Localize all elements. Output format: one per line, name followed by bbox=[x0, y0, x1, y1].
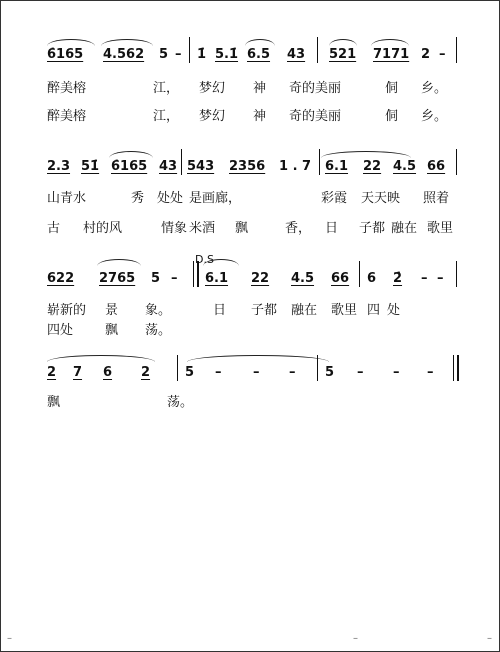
barline bbox=[319, 149, 320, 175]
lyrics-row-3a bbox=[1, 299, 500, 317]
note-group: 2765 bbox=[99, 271, 136, 286]
notes-row-1 bbox=[1, 45, 500, 67]
corner-mark: – bbox=[487, 633, 492, 644]
lyric: 梦幻 bbox=[199, 81, 226, 96]
note-group: – bbox=[421, 271, 428, 286]
barline bbox=[181, 149, 182, 175]
lyric: 奇的美丽 bbox=[289, 81, 342, 96]
note-group: 6̇165 bbox=[47, 47, 84, 62]
lyric: 飘 bbox=[235, 221, 249, 236]
slur bbox=[203, 259, 239, 266]
lyric: 是画廊， bbox=[189, 191, 242, 206]
note-group: 66 bbox=[427, 159, 446, 174]
lyric: 奇的美丽 bbox=[289, 109, 342, 124]
note-group: 2 bbox=[141, 365, 151, 380]
note-group: 6 bbox=[367, 271, 377, 286]
barline bbox=[359, 261, 360, 287]
barline bbox=[456, 149, 457, 175]
lyric: 日 bbox=[325, 221, 339, 236]
note-group: 66 bbox=[331, 271, 350, 286]
lyric: 荡。 bbox=[145, 323, 172, 338]
lyric: 古 bbox=[47, 221, 61, 236]
note-group: 5 bbox=[151, 271, 161, 286]
note-group: – bbox=[393, 365, 400, 380]
lyric: 村的风 bbox=[83, 221, 123, 236]
lyric: 四处 bbox=[47, 323, 74, 338]
lyric: 飘 bbox=[105, 323, 119, 338]
note-group: 543 bbox=[187, 159, 215, 174]
lyric: 崭新的 bbox=[47, 303, 87, 318]
lyric: 侗 bbox=[385, 109, 399, 124]
lyric: 荡。 bbox=[167, 395, 194, 410]
note-group: 622 bbox=[47, 271, 75, 286]
lyric: 处处 bbox=[157, 191, 184, 206]
slur bbox=[47, 355, 155, 362]
lyric: 融在 bbox=[291, 303, 318, 318]
final-barline bbox=[453, 355, 459, 381]
note-group: – bbox=[439, 47, 446, 62]
note-group: 5 bbox=[159, 47, 169, 62]
lyric: 处 bbox=[387, 303, 401, 318]
note-group: 6.1 bbox=[205, 271, 229, 286]
note-group: 22 bbox=[251, 271, 270, 286]
note-group: 43 bbox=[159, 159, 178, 174]
lyrics-row-1a bbox=[1, 77, 500, 95]
note-group: 5 bbox=[185, 365, 195, 380]
lyrics-row-3b bbox=[1, 319, 500, 337]
lyrics-row-2b bbox=[1, 217, 500, 235]
lyric: 四 bbox=[367, 303, 381, 318]
note-group: 22 bbox=[363, 159, 382, 174]
barline bbox=[317, 37, 318, 63]
note-group: 6 bbox=[103, 365, 113, 380]
barline bbox=[189, 37, 190, 63]
note-group: – bbox=[215, 365, 222, 380]
note-group: 2̇ bbox=[393, 271, 403, 286]
lyric: 江， bbox=[153, 81, 180, 96]
lyric: 梦幻 bbox=[199, 109, 226, 124]
note-group: 7171 bbox=[373, 47, 410, 62]
note-group: 7 bbox=[73, 365, 83, 380]
corner-mark: – bbox=[353, 633, 358, 644]
ds-marker: D.S bbox=[195, 253, 214, 266]
note-group: 2 bbox=[421, 47, 431, 62]
lyric: 香， bbox=[285, 221, 312, 236]
lyric: 情象 bbox=[161, 221, 188, 236]
slur bbox=[187, 355, 329, 362]
note-group: – bbox=[171, 271, 178, 286]
lyric: 米酒 bbox=[189, 221, 216, 236]
note-group: – bbox=[437, 271, 444, 286]
lyric: 子都 bbox=[359, 221, 386, 236]
lyric: 江， bbox=[153, 109, 180, 124]
barline bbox=[317, 355, 318, 381]
note-group: 51̇ bbox=[81, 159, 100, 174]
note-group: 4.5 bbox=[393, 159, 417, 174]
lyric: 神 bbox=[253, 109, 267, 124]
note-group: – bbox=[427, 365, 434, 380]
note-group: 521 bbox=[329, 47, 357, 62]
lyric: 飘 bbox=[47, 395, 61, 410]
notes-row-2 bbox=[1, 157, 500, 179]
lyric: 乡。 bbox=[421, 109, 448, 124]
barline bbox=[456, 37, 457, 63]
lyric: 醉美榕 bbox=[47, 109, 87, 124]
note-group: – bbox=[289, 365, 296, 380]
lyrics-row-4 bbox=[1, 391, 500, 409]
lyric: 乡。 bbox=[421, 81, 448, 96]
notes-row-4 bbox=[1, 363, 500, 385]
lyric: 山青水 bbox=[47, 191, 87, 206]
lyric: 天天映 bbox=[361, 191, 401, 206]
barline bbox=[456, 261, 457, 287]
corner-mark: – bbox=[7, 633, 12, 644]
note-group: 6.1 bbox=[325, 159, 349, 174]
note-group: 5.1̇ bbox=[215, 47, 239, 62]
note-group: 2.3 bbox=[47, 159, 71, 174]
lyric: 秀 bbox=[131, 191, 145, 206]
note-group: – bbox=[357, 365, 364, 380]
lyric: 子都 bbox=[251, 303, 278, 318]
note-group: 2 bbox=[47, 365, 57, 380]
note-group: 1 . 7 bbox=[279, 159, 312, 174]
lyric: 日 bbox=[213, 303, 227, 318]
lyric: 景 bbox=[105, 303, 119, 318]
note-group: 5 bbox=[325, 365, 335, 380]
lyric: 彩霞 bbox=[321, 191, 348, 206]
note-group: 4.562 bbox=[103, 47, 145, 62]
note-group: 2356 bbox=[229, 159, 266, 174]
note-group: 1̇ bbox=[197, 47, 207, 62]
slur bbox=[97, 259, 141, 266]
lyric: 神 bbox=[253, 81, 267, 96]
lyric: 醉美榕 bbox=[47, 81, 87, 96]
lyric: 歌里 bbox=[427, 221, 454, 236]
lyrics-row-1b bbox=[1, 105, 500, 123]
notes-row-3 bbox=[1, 269, 500, 291]
lyric: 照着 bbox=[423, 191, 450, 206]
lyric: 侗 bbox=[385, 81, 399, 96]
note-group: 4.5 bbox=[291, 271, 315, 286]
repeat-barline bbox=[193, 261, 199, 287]
lyric: 象。 bbox=[145, 303, 172, 318]
note-group: 6.5 bbox=[247, 47, 271, 62]
note-group: 43 bbox=[287, 47, 306, 62]
note-group: – bbox=[175, 47, 182, 62]
barline bbox=[177, 355, 178, 381]
lyrics-row-2a bbox=[1, 187, 500, 205]
lyric: 歌里 bbox=[331, 303, 358, 318]
lyric: 融在 bbox=[391, 221, 418, 236]
note-group: – bbox=[253, 365, 260, 380]
note-group: 6̇165 bbox=[111, 159, 148, 174]
